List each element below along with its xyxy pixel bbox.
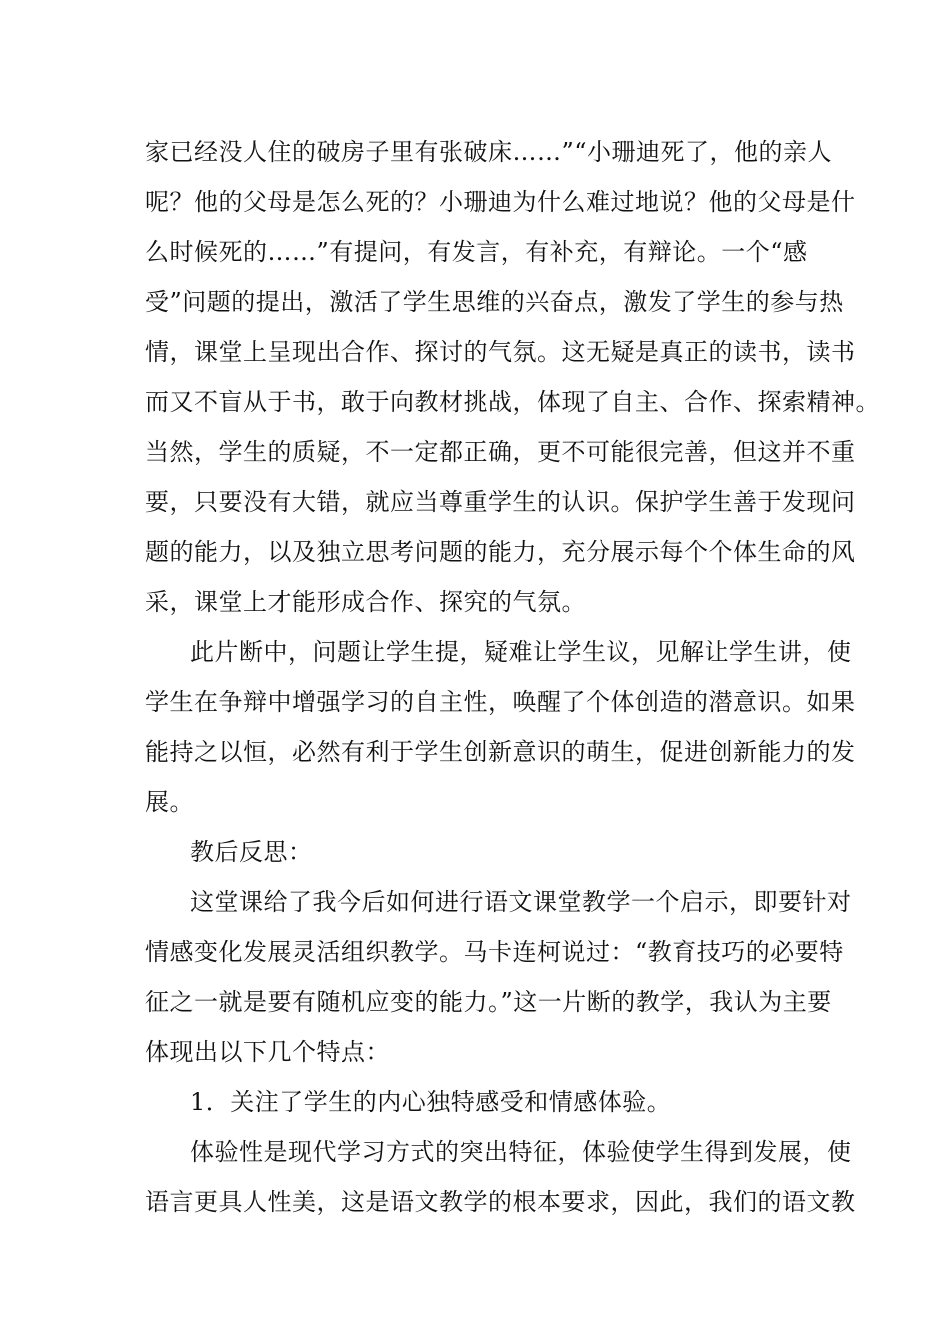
text-line: 情感变化发展灵活组织教学。马卡连柯说过：“教育技巧的必要特 <box>145 938 844 966</box>
paragraph-start-line: 此片断中，问题让学生提，疑难让学生议，见解让学生讲，使 <box>190 638 852 666</box>
text-line: 情，课堂上呈现出合作、探讨的气氛。这无疑是真正的读书，读书 <box>145 338 856 366</box>
text-line: 语言更具人性美，这是语文教学的根本要求，因此，我们的语文教 <box>145 1188 856 1216</box>
text-line: 学生在争辩中增强学习的自主性，唤醒了个体创造的潜意识。如果 <box>145 688 856 716</box>
text-line: 呢？他的父母是怎么死的？小珊迪为什么难过地说？他的父母是什 <box>145 188 856 216</box>
text-line: 家已经没人住的破房子里有张破床……”“小珊迪死了，他的亲人 <box>145 138 833 166</box>
text-line: 要，只要没有大错，就应当尊重学生的认识。保护学生善于发现问 <box>145 488 856 516</box>
text-line: 采，课堂上才能形成合作、探究的气氛。 <box>145 588 586 616</box>
text-line: 题的能力，以及独立思考问题的能力，充分展示每个个体生命的风 <box>145 538 856 566</box>
text-line: 能持之以恒，必然有利于学生创新意识的萌生，促进创新能力的发 <box>145 738 856 766</box>
paragraph-start-line: 这堂课给了我今后如何进行语文课堂教学一个启示，即要针对 <box>190 888 852 916</box>
text-line: 体现出以下几个特点： <box>145 1038 390 1066</box>
text-line: 征之一就是要有随机应变的能力。”这一片断的教学，我认为主要 <box>145 988 832 1016</box>
text-line: 展。 <box>145 788 194 816</box>
section-heading: 教后反思： <box>190 838 313 866</box>
text-line: 当然，学生的质疑，不一定都正确，更不可能很完善，但这并不重 <box>145 438 856 466</box>
text-line: 而又不盲从于书，敢于向教材挑战，体现了自主、合作、探索精神。 <box>145 388 880 416</box>
numbered-list-item: 1．关注了学生的内心独特感受和情感体验。 <box>190 1088 672 1116</box>
text-line: 么时候死的……”有提问，有发言，有补充，有辩论。一个“感 <box>145 238 808 266</box>
paragraph-start-line: 体验性是现代学习方式的突出特征，体验使学生得到发展，使 <box>190 1138 852 1166</box>
text-line: 受”问题的提出，激活了学生思维的兴奋点，激发了学生的参与热 <box>145 288 844 316</box>
